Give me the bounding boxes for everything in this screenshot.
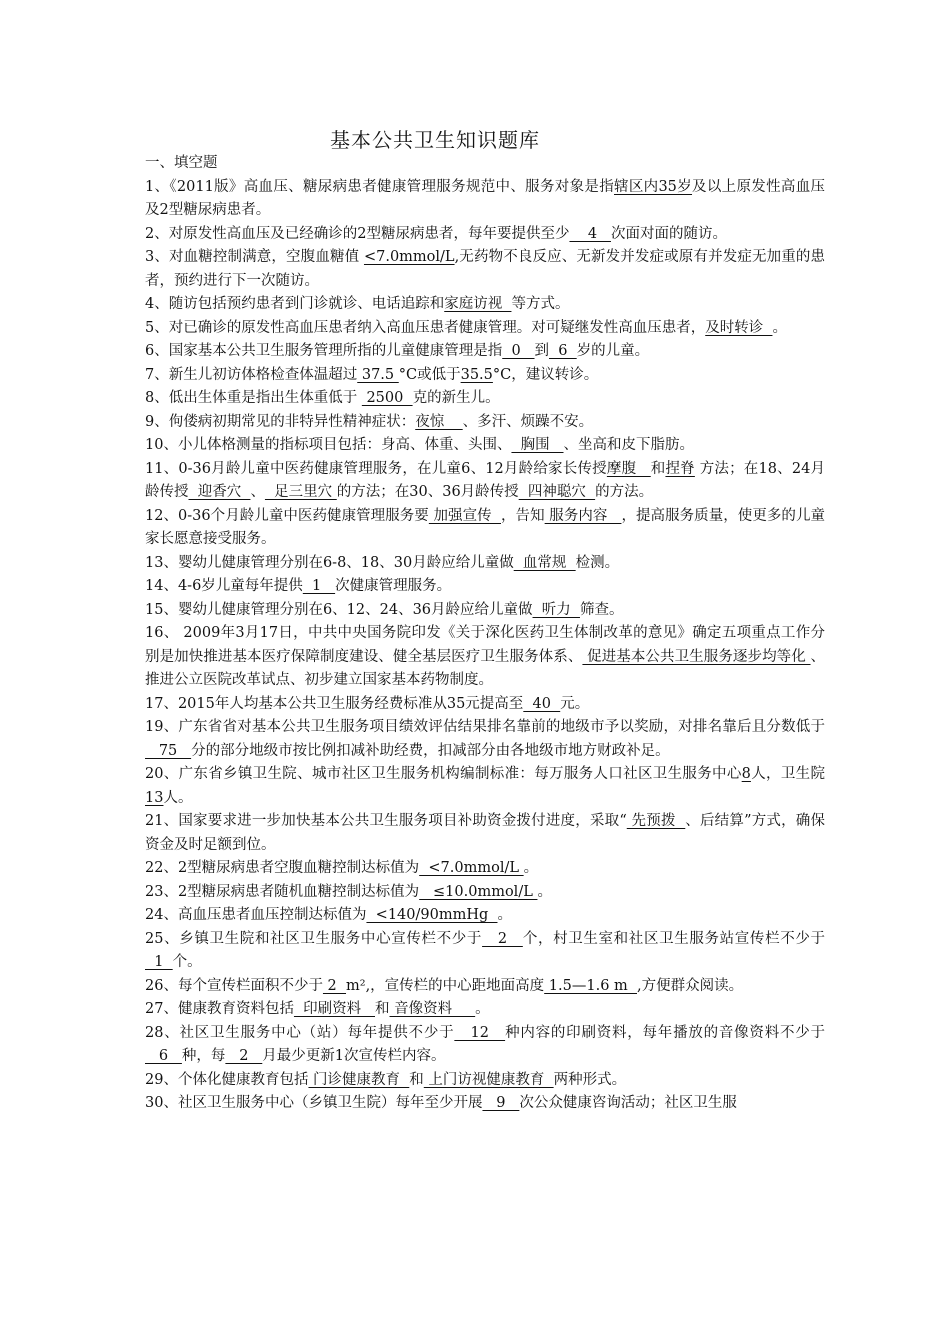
question-text: 5、对已确诊的原发性高血压患者纳入高血压患者健康管理。对可疑继发性高血压患者， [145, 319, 706, 336]
question-text: 的方法；在30、36月龄传授 [336, 484, 519, 500]
question-text: 29、个体化健康教育包括 [145, 1071, 309, 1088]
question-text: 、后结算”方式，确保资金及时足额到位。 [145, 813, 825, 853]
answer-blank: 辖区内35岁 [614, 178, 693, 195]
answer-blank: 血常规 [513, 554, 576, 571]
question-text: 8、低出生体重是指出生体重低于 [145, 390, 362, 406]
question-text: 6、国家基本公共卫生服务管理所指的儿童健康管理是指 [145, 343, 503, 359]
question-text: 和 [375, 1001, 390, 1017]
question-text: 7、新生儿初访体格检查体温超过 [145, 366, 358, 383]
question-text: 月最少更新1次宣传栏内容。 [262, 1048, 446, 1064]
question-text: 17、2015年人均基本公共卫生服务经费标准从35元提高至 [145, 695, 524, 712]
answer-blank: 40 [523, 695, 561, 712]
question-text: 1、《2011版》高血压、糖尿病患者健康管理服务规范中、服务对象是指 [145, 178, 615, 195]
question-item [145, 693, 825, 717]
question-text: 12、0-36个月龄儿童中医药健康管理服务要 [145, 507, 429, 524]
question-text: 21、国家要求进一步加快基本公共卫生服务项目补助资金拨付进度，采取“ [145, 813, 627, 829]
question-item [145, 223, 825, 247]
question-text: 13、婴幼儿健康管理分别在6-8、18、30月龄应给儿童做 [145, 554, 514, 571]
question-text: 20、广东省乡镇卫生院、城市社区卫生服务机构编制标准：每万服务人口社区卫生服务中心 [145, 766, 742, 782]
question-item [145, 387, 825, 411]
question-text: ,无药物不良反应、无新发并发症或原有并发症无加重的患者，预约进行下一次随访。 [145, 249, 825, 289]
section-heading: 一、填空题 [145, 155, 218, 171]
question-text: 和 [409, 1071, 424, 1088]
question-text: 23、2型糖尿病患者随机血糖控制达标值为 [145, 883, 420, 900]
answer-blank: 8 [741, 766, 751, 782]
question-text: 克的新生儿。 [412, 390, 500, 406]
question-text: 、多汗、烦躁不安。 [462, 413, 594, 430]
question-text: 、 [250, 484, 265, 500]
question-text: 。 [497, 907, 512, 923]
question-item [145, 293, 825, 317]
question-text: 11、0-36月龄儿童中医药健康管理服务，在儿童6、12月龄给家长传授 [145, 460, 607, 477]
answer-blank: 37.5 [357, 366, 399, 383]
question-text: 岁的儿童。 [576, 343, 650, 359]
answer-blank: 2 [482, 930, 523, 947]
question-text: 等方式。 [511, 296, 570, 312]
question-text: °C或低于 [398, 366, 461, 383]
answer-blank: 2 [225, 1048, 263, 1064]
question-item [145, 552, 825, 576]
question-text: 次公众健康咨询活动；社区卫生服 [519, 1095, 737, 1111]
questions-container [145, 176, 825, 1116]
question-item [145, 881, 825, 905]
question-item [145, 317, 825, 341]
question-text: 种，每 [181, 1048, 226, 1064]
question-text: 次面对面的随访。 [610, 225, 727, 242]
answer-blank: 2 [322, 977, 347, 994]
question-item [145, 1022, 825, 1069]
answer-blank: <7.0mmol/L [363, 249, 455, 265]
question-text: 24、高血压患者血压控制达标值为 [145, 907, 367, 923]
answer-blank: 75 [145, 742, 192, 759]
question-text: 和 [650, 460, 666, 477]
answer-blank: 1 [302, 578, 336, 594]
question-item [145, 599, 825, 623]
question-item [145, 246, 825, 293]
question-text: 分的部分地级市按比例扣减补助经费，扣减部分由各地级市地方财政补足。 [191, 742, 670, 759]
question-item [145, 505, 825, 552]
question-text: 14、4-6岁儿童每年提供 [145, 578, 303, 594]
question-text: 16、 2009年3月17日，中共中央国务院印发《关于深化医药卫生体制改革的意见》确定五项重点工作分别是加快推进基本医疗保障制度建设、健全基层医疗卫生服务体系、 [145, 625, 825, 665]
question-item [145, 434, 825, 458]
answer-blank: 捏脊 [665, 460, 695, 477]
question-text: 。 [475, 1001, 490, 1017]
question-text: m²,，宣传栏的中心距地面高度 [346, 977, 545, 994]
question-text: 种内容的印刷资料，每年播放的音像资料不少于 [505, 1024, 825, 1041]
question-item [145, 411, 825, 435]
question-text: ，提高服务质量，使更多的儿童家长愿意接受服务。 [145, 507, 826, 547]
question-text: 到 [534, 343, 550, 359]
question-text: 、坐高和皮下脂肪。 [563, 437, 694, 453]
answer-blank: 夜惊 [415, 413, 463, 430]
answer-blank: 摩腹 [606, 460, 651, 477]
question-text: 3、对血糖控制满意，空腹血糖值 [145, 249, 364, 265]
question-text: °C，建议转诊。 [492, 366, 599, 383]
question-text: 检测。 [575, 554, 620, 571]
question-item [145, 458, 825, 505]
answer-blank: 门诊健康教育 [308, 1071, 410, 1088]
question-text: 28、社区卫生服务中心（站）每年提供不少于 [145, 1024, 455, 1041]
answer-blank: 加强宣传 [428, 507, 501, 524]
question-text: 次健康管理服务。 [335, 578, 452, 594]
answer-blank: 听力 [532, 601, 580, 618]
answer-blank: 四神聪穴 [518, 484, 596, 500]
question-text: 4、随访包括预约患者到门诊就诊、电话追踪和 [145, 296, 445, 312]
question-text: 两种形式。 [553, 1071, 627, 1088]
question-item [145, 1069, 825, 1093]
question-item [145, 364, 825, 388]
question-item [145, 975, 825, 999]
question-text: 人。 [163, 789, 193, 806]
answer-blank: 12 [454, 1024, 506, 1041]
answer-blank: 服务内容 [544, 507, 622, 524]
question-text: 筛查。 [579, 601, 624, 618]
question-text: 人，卫生院 [750, 766, 825, 782]
answer-blank: 35.5 [460, 366, 493, 383]
answer-blank: 先预拨 [626, 813, 686, 829]
question-item [145, 575, 825, 599]
question-text: 30、社区卫生服务中心（乡镇卫生院）每年至少开展 [145, 1095, 483, 1111]
question-text: ,方便群众阅读。 [637, 977, 744, 994]
question-text: 26、每个宣传栏面积不少于 [145, 977, 323, 994]
question-text: 方法；在18、24月龄传授 [145, 460, 826, 500]
question-text: 15、婴幼儿健康管理分别在6、12、24、36月龄应给儿童做 [145, 601, 533, 618]
question-list [145, 152, 825, 1116]
question-text: 个。 [172, 954, 202, 970]
question-text: ，告知 [501, 507, 545, 524]
answer-blank: 9 [482, 1095, 520, 1111]
question-text: 27、健康教育资料包括 [145, 1001, 294, 1017]
question-item [145, 928, 825, 975]
question-item [145, 1092, 825, 1116]
answer-blank: 6 [145, 1048, 182, 1064]
answer-blank: 音像资料 [389, 1001, 476, 1017]
question-text: 22、2型糖尿病患者空腹血糖控制达标值为 [145, 860, 420, 876]
question-text: 及以上原发性高血压及2型糖尿病患者。 [145, 178, 826, 218]
question-text: 。 [772, 319, 787, 336]
answer-blank: ≤10.0mmol/L [419, 883, 538, 900]
question-text: 2、对原发性高血压及已经确诊的2型糖尿病患者，每年要提供至少 [145, 225, 570, 242]
answer-blank: 1.5—1.6 m [544, 977, 637, 994]
question-item [145, 998, 825, 1022]
answer-blank: 6 [549, 343, 577, 359]
answer-blank: 4 [569, 225, 611, 242]
answer-blank: 胸围 [511, 437, 564, 453]
answer-blank: 迎香穴 [188, 484, 251, 500]
question-text: 19、广东省省对基本公共卫生服务项目绩效评估结果排名靠前的地级市予以奖励，对排名靠后且分数低于 [145, 719, 825, 735]
question-item [145, 622, 825, 693]
answer-blank: <140/90mmHg [366, 907, 498, 923]
question-item [145, 340, 825, 364]
question-text: 的方法。 [595, 484, 654, 500]
answer-blank: 促进基本公共卫生服务逐步均等化 [582, 648, 811, 665]
answer-blank: 及时转诊 [705, 319, 773, 336]
question-item [145, 810, 825, 857]
question-item [145, 857, 825, 881]
question-item [145, 716, 825, 763]
question-text: 10、小儿体格测量的指标项目包括：身高、体重、头围、 [145, 437, 512, 453]
question-item [145, 904, 825, 928]
question-text: 元。 [560, 695, 590, 712]
question-text: 25、乡镇卫生院和社区卫生服务中心宣传栏不少于 [145, 930, 483, 947]
answer-blank: 2500 [361, 390, 413, 406]
answer-blank: <7.0mmol/L [419, 860, 524, 876]
question-text: 个，村卫生室和社区卫生服务站宣传栏不少于 [522, 930, 826, 947]
page-title: 基本公共卫生知识题库 [330, 128, 540, 152]
question-text: 。 [523, 860, 539, 876]
question-item [145, 763, 825, 810]
answer-blank: 1 [145, 954, 173, 970]
answer-blank: 0 [502, 343, 535, 359]
answer-blank: 足三里穴 [264, 484, 337, 500]
answer-blank: 13 [145, 789, 164, 806]
question-text: 。 [537, 883, 552, 900]
answer-blank: 上门访视健康教育 [423, 1071, 554, 1088]
answer-blank: 家庭访视 [444, 296, 512, 312]
question-item [145, 176, 825, 223]
question-text: 、推进公立医院改革试点、初步建立国家基本药物制度。 [145, 648, 826, 688]
question-text: 9、佝偻病初期常见的非特异性精神症状： [145, 413, 416, 430]
answer-blank: 印刷资料 [293, 1001, 375, 1017]
